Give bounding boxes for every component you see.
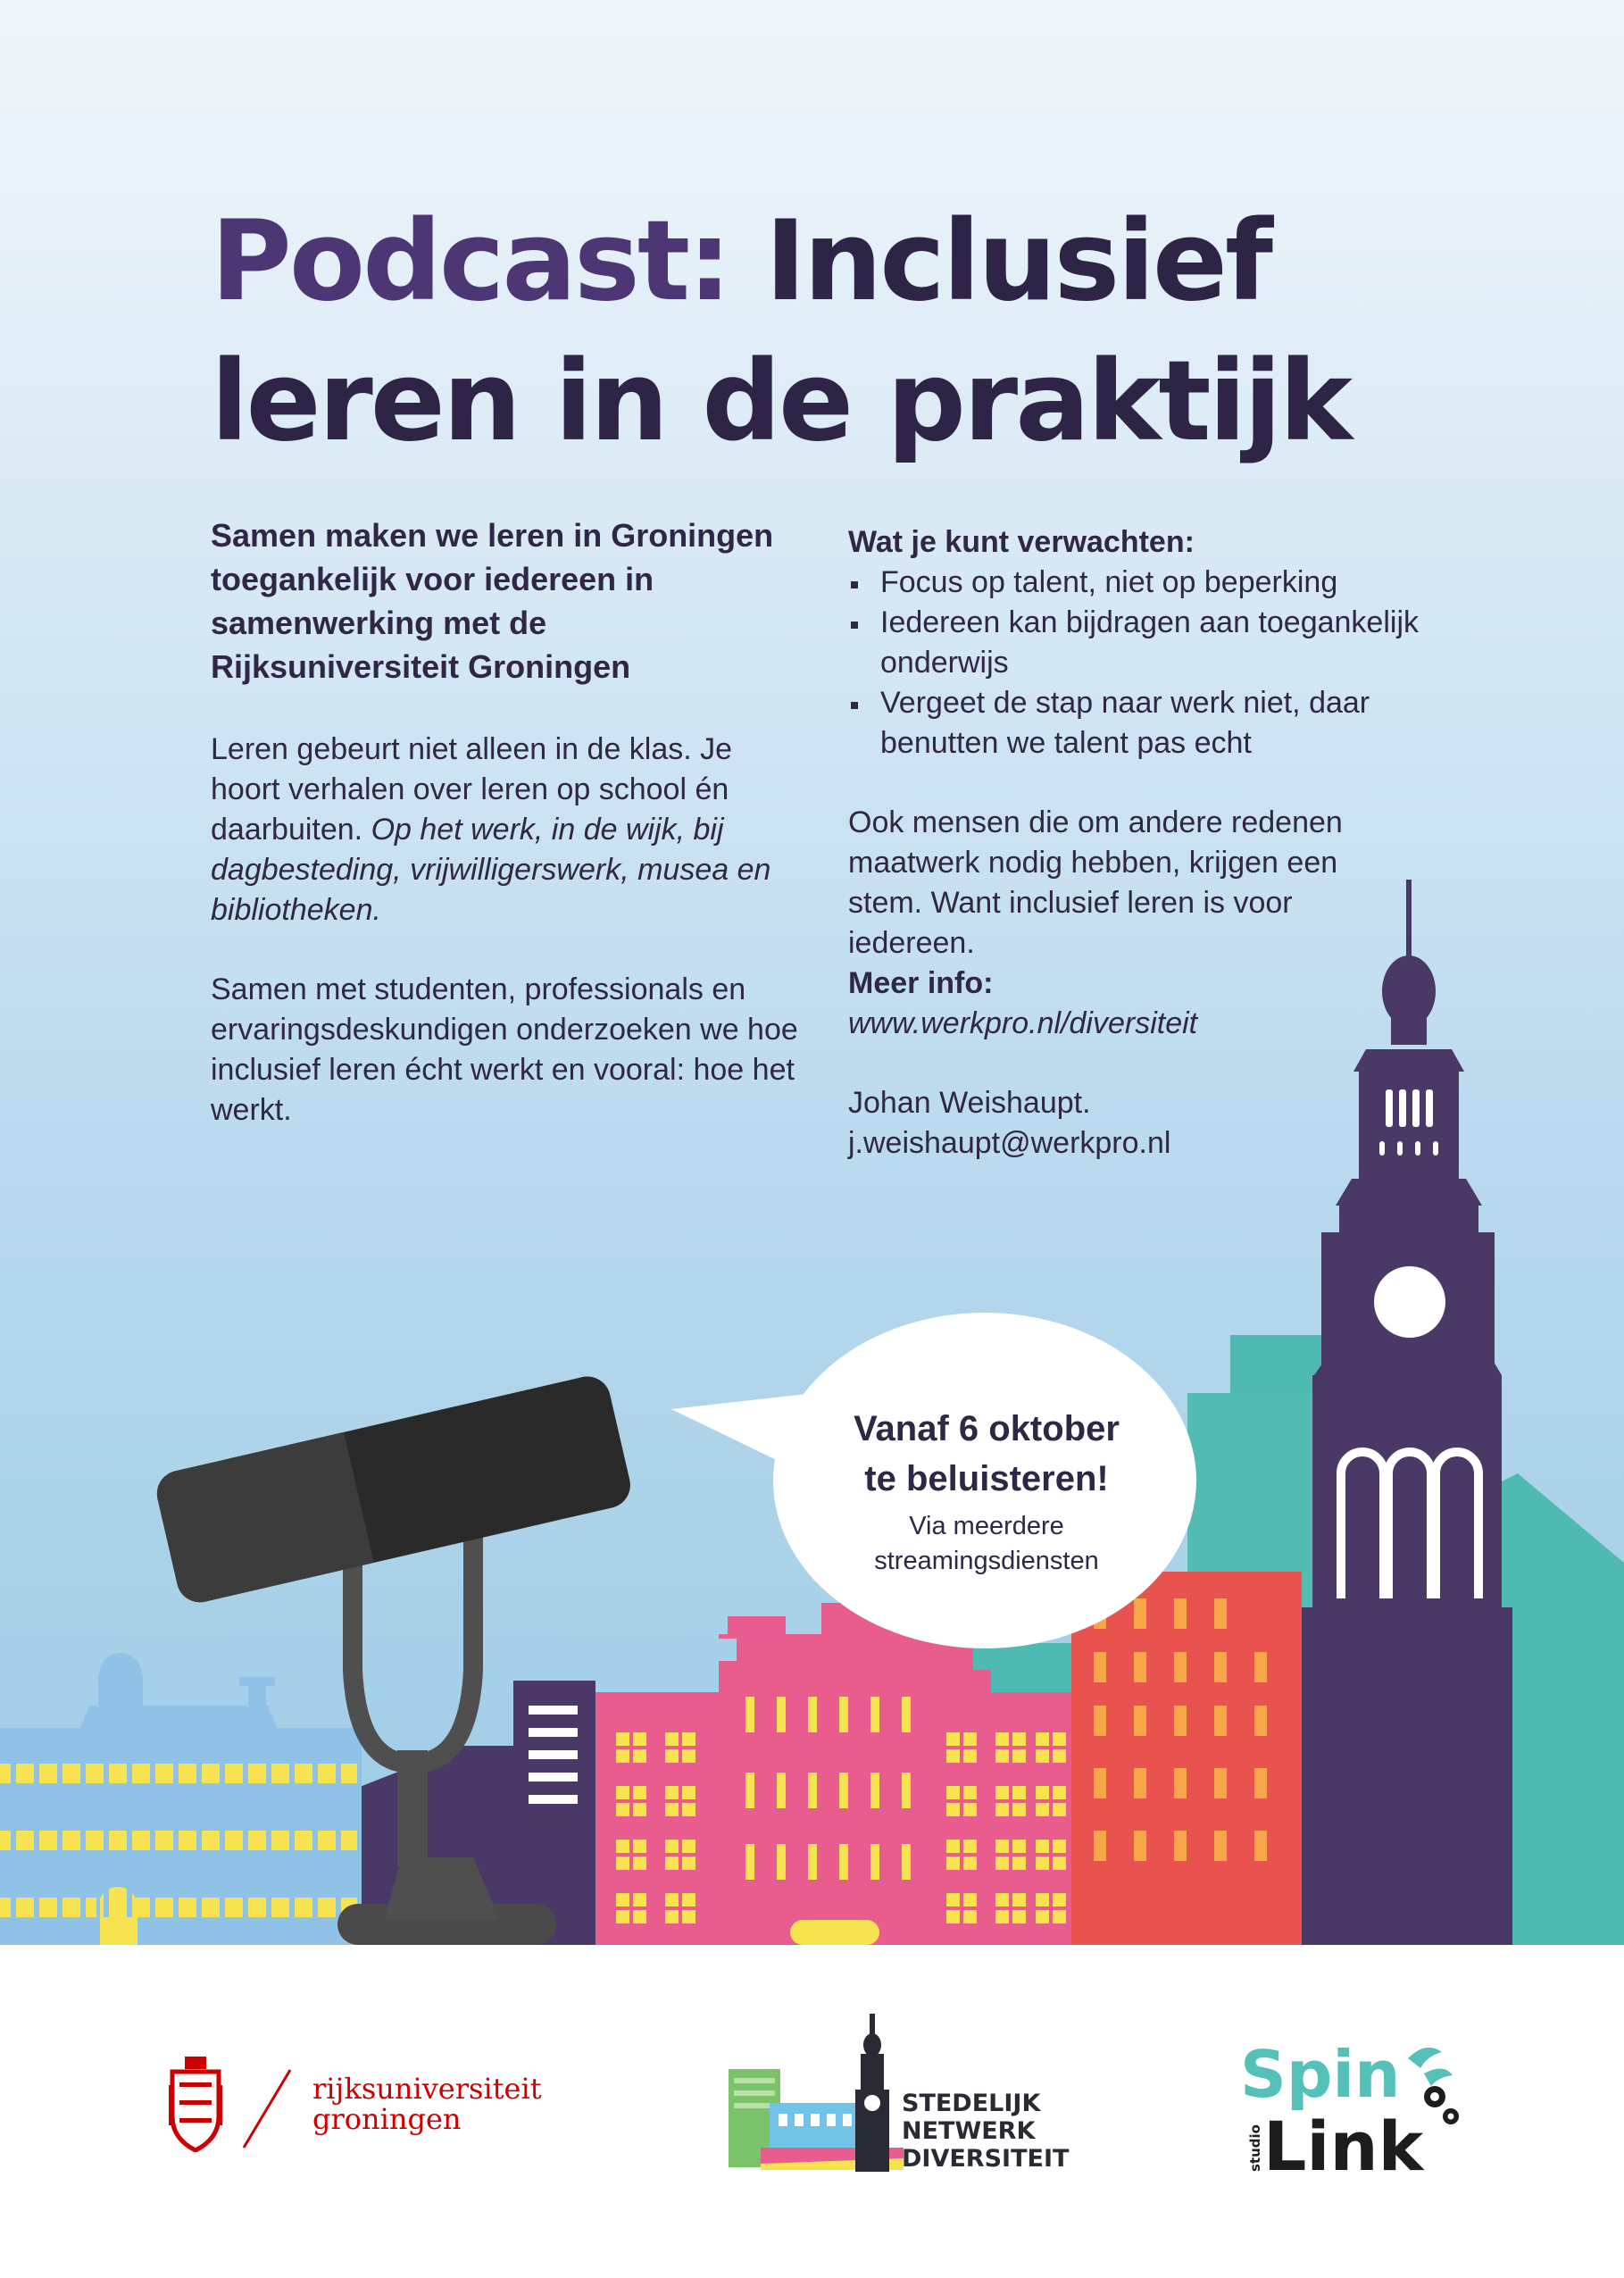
- title-line1: Inclusief: [729, 197, 1270, 326]
- stedelijk-netwerk-text: [902, 2090, 1069, 2173]
- title-accent: Podcast:: [211, 197, 729, 326]
- expect-list: [848, 563, 1420, 764]
- contact-name: Johan Weishaupt.: [848, 1086, 1091, 1120]
- release-date-text: [786, 1404, 1187, 1504]
- other-reasons-paragraph: Ook mensen die om andere redenen maatwerk nodig hebben, krijgen een stem. Want inclusief leren is voor iedereen.: [848, 805, 1343, 960]
- link-word: Link: [1263, 2107, 1424, 2186]
- list-item: Vergeet de stap naar werk niet, daar benutten we talent pas echt: [848, 683, 1420, 764]
- academy-window-bars: [11, 1764, 341, 1917]
- studio-word: studio: [1247, 2124, 1263, 2172]
- rug-logo-text: [312, 2074, 542, 2134]
- research-paragraph: Samen met studenten, professionals en ervaringsdeskundigen onderzoeken we hoe inclusief leren écht werkt en vooral: hoe het werkt.: [211, 972, 798, 1127]
- contact-email[interactable]: j.weishaupt@werkpro.nl: [848, 1126, 1171, 1160]
- bubble-line-1: Vanaf 6 oktober: [854, 1409, 1120, 1448]
- list-item: Focus op talent, niet op beperking: [848, 563, 1420, 603]
- info-heading: Meer info:: [848, 966, 994, 1000]
- academy-columns: [96, 1875, 100, 1945]
- bubble-sub-2: streamingsdiensten: [874, 1547, 1099, 1575]
- spin-word: Spin: [1240, 2037, 1401, 2112]
- intro-italic-text: Op het werk, in de wijk, bij dagbesteding, vrijwilligerswerk, musea en bibliotheken.: [211, 813, 771, 927]
- speech-bubble-text: [786, 1404, 1187, 1579]
- spinlink-logo: [1237, 2036, 1469, 2188]
- intro-text: Leren gebeurt niet alleen in de klas. Je hoort verhalen over leren op school én daarbuiten.: [211, 732, 733, 847]
- rug-line-2: groningen: [312, 2102, 462, 2136]
- bubble-sub-1: Via meerdere: [909, 1512, 1064, 1540]
- left-column: [211, 513, 800, 1131]
- title-line2: leren in de praktijk: [211, 338, 1351, 466]
- lead-paragraph: Samen maken we leren in Groningen toegankelijk voor iedereen in samenwerking met de Rijksuniversiteit Groningen: [211, 517, 774, 685]
- streaming-text: [786, 1509, 1187, 1579]
- page-title: [211, 192, 1350, 472]
- snd-line-2: NETWERK: [902, 2117, 1036, 2145]
- snd-line-3: DIVERSITEIT: [902, 2145, 1070, 2173]
- bubble-line-2: te beluisteren!: [864, 1459, 1109, 1498]
- expect-heading: Wat je kunt verwachten:: [848, 525, 1195, 559]
- intro-paragraph: [211, 730, 800, 930]
- right-column: [848, 522, 1420, 1164]
- rug-line-1: rijksuniversiteit: [312, 2072, 542, 2106]
- info-link[interactable]: www.werkpro.nl/diversiteit: [848, 1006, 1198, 1040]
- snd-line-1: STEDELIJK: [902, 2090, 1041, 2117]
- list-item: Iedereen kan bijdragen aan toegankelijk onderwijs: [848, 603, 1420, 683]
